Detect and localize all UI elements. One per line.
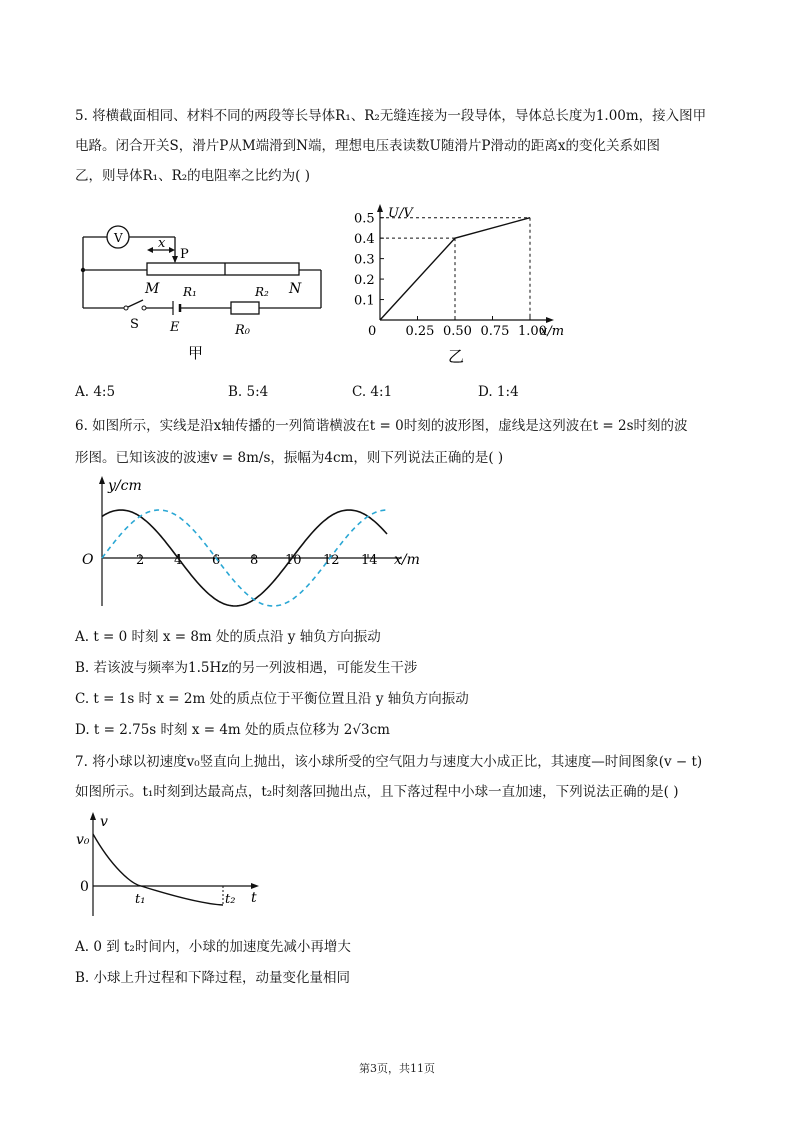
r0-label: R₀ [235, 323, 250, 338]
q6-option-a: A. t = 0 时刻 x = 8m 处的质点沿 y 轴负方向振动 [75, 629, 381, 645]
y-axis-label: U/V [388, 206, 413, 221]
wave-chart [75, 472, 435, 614]
y-axis-label: y/cm [108, 478, 142, 494]
q6-option-b: B. 若该波与频率为1.5Hz的另一列波相遇，可能发生干涉 [75, 660, 418, 676]
r2-label: R₂ [255, 285, 269, 299]
x-tick-label: 10 [285, 553, 302, 568]
v0-label: v₀ [76, 832, 90, 848]
voltmeter-label: V [114, 231, 123, 245]
q5-line-1: 5. 将横截面相同、材料不同的两段等长导体R₁、R₂无缝连接为一段导体，导体总长度为1.00m，接入图甲 [75, 108, 707, 124]
x-tick-label: 14 [361, 553, 378, 568]
u-x-chart [350, 200, 590, 370]
q6-option-c: C. t = 1s 时 x = 2m 处的质点位于平衡位置且沿 y 轴负方向振动 [75, 691, 469, 707]
q7-line-2: 如图所示。t₁时刻到达最高点，t₂时刻落回抛出点，且下落过程中小球一直加速，下列说法正确的是( ) [75, 784, 679, 800]
y-axis-label: v [100, 814, 108, 830]
y-tick-label: 0.3 [354, 252, 375, 268]
q6-line-1: 6. 如图所示，实线是沿x轴传播的一列简谐横波在t = 0时刻的波形图，虚线是这列波在t = 2s时刻的波 [75, 418, 688, 434]
q7-line-1: 7. 将小球以初速度v₀竖直向上抛出，该小球所受的空气阻力与速度大小成正比，其速度—时间图象(v − t) [75, 754, 703, 770]
e-label: E [170, 320, 180, 335]
x-tick-label: 0.25 [405, 324, 435, 339]
v-t-curve [93, 834, 223, 905]
t2-label: t₂ [225, 892, 236, 907]
y-tick-label: 0.2 [354, 273, 375, 289]
origin-label: O [82, 552, 94, 568]
q6-line-2: 形图。已知该波的波速v = 8m/s，振幅为4cm，则下列说法正确的是( ) [75, 450, 504, 466]
x-axis-label: x/m [394, 552, 420, 568]
t1-label: t₁ [135, 892, 146, 907]
y-axis-arrow [377, 204, 383, 212]
circuit-caption: 甲 [188, 344, 204, 362]
m-label: M [145, 281, 160, 297]
q7-option-a: A. 0 到 t₂时间内，小球的加速度先减小再增大 [75, 939, 351, 955]
x-tick-label: 1.00 [518, 324, 547, 339]
q5-option-c: C. 4:1 [352, 384, 393, 400]
x-tick-label: 2 [136, 553, 145, 568]
q5-option-b: B. 5:4 [228, 384, 269, 400]
origin-label: 0 [80, 879, 89, 895]
n-label: N [289, 281, 302, 297]
y-tick-label: 0.5 [354, 211, 375, 227]
y-tick-label: 0.1 [354, 293, 375, 309]
x-tick-label: 8 [250, 553, 259, 568]
y-tick-label: 0.4 [354, 232, 375, 248]
chart-caption: 乙 [448, 347, 465, 366]
x-axis-arrow [546, 317, 554, 323]
q6-option-d: D. t = 2.75s 时刻 x = 4m 处的质点位移为 2√3cm [75, 722, 390, 738]
x-axis-label: x/m [540, 324, 565, 339]
y-axis-arrow [90, 812, 96, 820]
q5-line-3: 乙，则导体R₁、R₂的电阻率之比约为( ) [75, 168, 310, 184]
v-t-chart [75, 808, 275, 920]
x-tick-label: 0.75 [480, 324, 510, 339]
circuit-diagram [75, 210, 335, 370]
x-label: x [158, 236, 166, 251]
q5-option-a: A. 4:5 [75, 384, 116, 400]
x-axis-arrow [251, 883, 259, 889]
q5-line-2: 电路。闭合开关S，滑片P从M端滑到N端，理想电压表读数U随滑片P滑动的距离x的变化关系如图 [75, 138, 661, 154]
x-tick-label: 0.50 [443, 324, 472, 339]
q7-option-b: B. 小球上升过程和下降过程，动量变化量相同 [75, 970, 351, 986]
x-tick-label: 4 [174, 553, 183, 568]
y-axis-arrow [99, 476, 105, 484]
page-footer: 第3页，共11页 [359, 1062, 435, 1075]
p-label: P [180, 247, 189, 262]
r1-label: R₁ [183, 285, 197, 299]
x-tick-label: 6 [212, 553, 221, 568]
x-tick-label: 0 [368, 324, 377, 339]
q5-option-d: D. 1:4 [478, 384, 519, 400]
x-tick-label: 12 [323, 553, 340, 568]
s-label: S [130, 317, 139, 332]
x-axis-label: t [251, 890, 257, 906]
